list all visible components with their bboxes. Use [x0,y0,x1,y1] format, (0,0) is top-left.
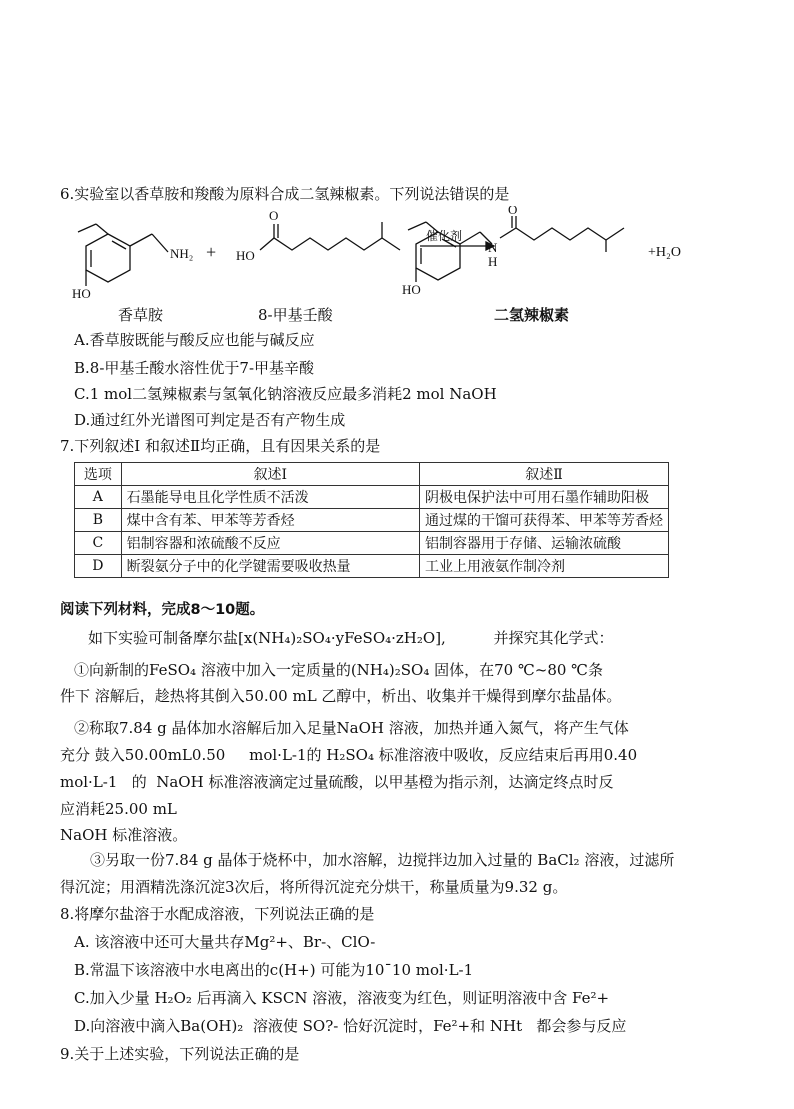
table-row [75,532,669,555]
row-statement-1: 铝制容器和浓硫酸不反应 [121,532,419,555]
header-statement-2: 叙述Ⅱ [420,463,669,486]
label-methylnonanoic-acid: 8-甲基壬酸 [258,306,333,324]
q7-table [74,462,669,578]
ho-label-b: HO [236,248,255,263]
water-label: +H₂O [648,245,681,260]
plus-sign: + [206,242,217,262]
table-row [75,486,669,509]
row-option: A [75,486,122,509]
row-statement-1: 石墨能导电且化学性质不活泼 [121,486,419,509]
label-dihydrocapsaicin: 二氢辣椒素 [494,306,570,324]
material-heading: 阅读下列材料，完成8～10题。 [60,602,265,618]
o-label-c: O [508,206,518,217]
step2-line5: NaOH 标准溶液。 [60,826,188,844]
row-statement-1: 煤中含有苯、甲苯等芳香烃 [121,509,419,532]
label-vanillylamine: 香草胺 [118,306,164,324]
q8-stem: 8.将摩尔盐溶于水配成溶液，下列说法正确的是 [60,905,375,923]
h-label: H [488,254,498,269]
table-row [75,509,669,532]
q6-option-d: D.通过红外光谱图可判定是否有产物生成 [74,411,346,429]
q8-option-a: A. 该溶液中还可大量共存Mg²+、Br-、ClO- [74,933,376,951]
row-option: C [75,532,122,555]
step2-line4: 应消耗25.00 mL [60,800,177,818]
step2-line2: 充分 鼓入50.00mL0.50 mol·L-1的 H₂SO₄ 标准溶液中吸收，反应结束后再用0.40 [60,746,638,764]
o-label-b: O [269,208,279,223]
header-option: 选项 [75,463,122,486]
q6-option-a: A.香草胺既能与酸反应也能与碱反应 [74,331,315,349]
ho-label-a: HO [72,286,91,301]
n-label: N [488,240,498,255]
reaction-scheme [60,206,760,331]
catalyst-label: 催化剂 [426,229,463,243]
row-statement-2: 铝制容器用于存储、运输浓硫酸 [420,532,669,555]
nh2-label: NH₂ [170,246,194,261]
q8-option-c: C.加入少量 H₂O₂ 后再滴入 KSCN 溶液，溶液变为红色，则证明溶液中含 Fe²+ [74,989,610,1007]
row-option: D [75,555,122,578]
q8-option-b: B.常温下该溶液中水电离出的c(H+) 可能为10ˉ10 mol·L-1 [74,961,474,979]
table-row [75,555,669,578]
row-statement-2: 工业上用液氨作制冷剂 [420,555,669,578]
step2-line1: ②称取7.84 g 晶体加水溶解后加入足量NaOH 溶液，加热并通入氮气，将产生气体 [74,719,629,737]
step1-line2: 件下 溶解后，趁热将其倒入50.00 mL 乙醇中，析出、收集并干燥得到摩尔盐晶体。 [60,687,622,705]
q7-stem: 7.下列叙述I 和叙述Ⅱ均正确，且有因果关系的是 [60,437,381,455]
row-statement-1: 断裂氨分子中的化学键需要吸收热量 [121,555,419,578]
step3-line2: 得沉淀；用酒精洗涤沉淀3次后，将所得沉淀充分烘干，称量质量为9.32 g。 [60,878,568,896]
row-option: B [75,509,122,532]
ho-label-c: HO [402,282,421,297]
material-intro: 如下实验可制备摩尔盐[x(NH₄)₂SO₄·yFeSO₄·zH₂O], 并探究其化学式： [88,629,614,647]
row-statement-2: 阴极电保护法中可用石墨作辅助阳极 [420,486,669,509]
table-header-row [75,463,669,486]
q8-option-d: D.向溶液中滴入Ba(OH)₂ 溶液使 SO?- 恰好沉淀时，Fe²+和 NHt 都会参与反应 [74,1017,627,1035]
q6-stem: 6.实验室以香草胺和羧酸为原料合成二氢辣椒素。下列说法错误的是 [60,185,510,203]
q6-option-c: C.1 mol二氢辣椒素与氢氧化钠溶液反应最多消耗2 mol NaOH [74,385,497,403]
row-statement-2: 通过煤的干馏可获得苯、甲苯等芳香烃 [420,509,669,532]
step1-line1: ①向新制的FeSO₄ 溶液中加入一定质量的(NH₄)₂SO₄ 固体，在70 ℃~80 ℃条 [74,661,603,679]
step3-line1: ③另取一份7.84 g 晶体于烧杯中，加水溶解，边搅拌边加入过量的 BaCl₂ 溶液，过滤所 [90,851,675,869]
step2-line3: mol·L-1 的 NaOH 标准溶液滴定过量硫酸，以甲基橙为指示剂，达滴定终点时反 [60,773,614,791]
header-statement-1: 叙述I [121,463,419,486]
q9-stem: 9.关于上述实验，下列说法正确的是 [60,1045,300,1063]
q6-option-b: B.8-甲基壬酸水溶性优于7-甲基辛酸 [74,359,315,377]
